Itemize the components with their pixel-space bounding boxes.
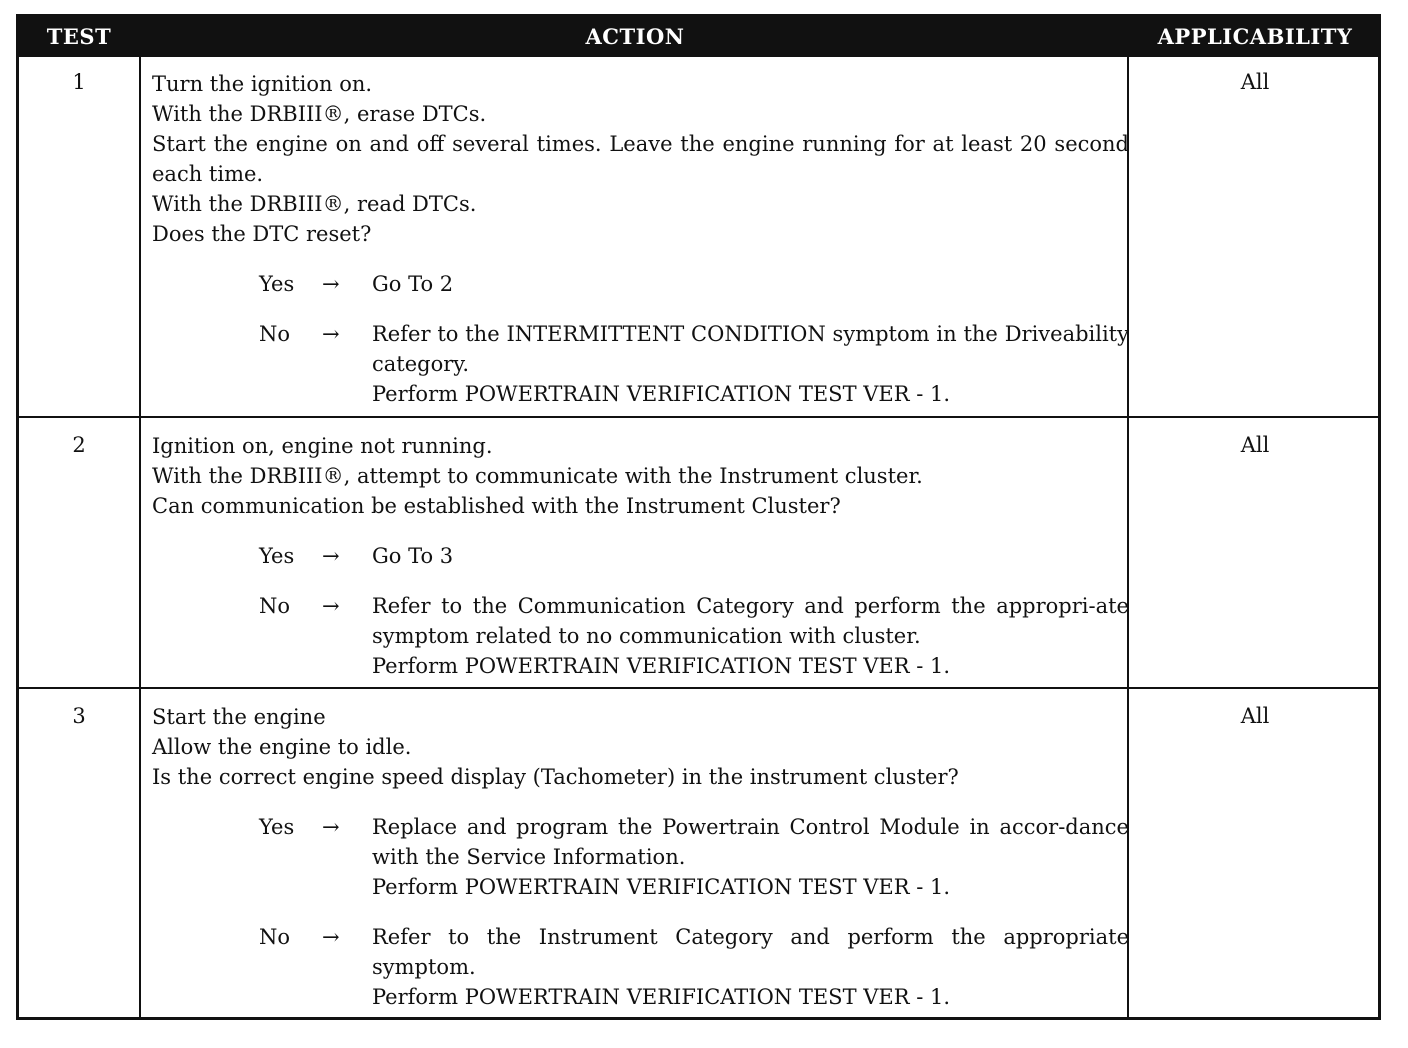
no-label: No	[259, 594, 291, 618]
row-divider	[19, 687, 1378, 689]
yes-label: Yes	[259, 815, 295, 839]
no-perform: Perform POWERTRAIN VERIFICATION TEST VER - 1.	[372, 382, 951, 406]
no-perform: Perform POWERTRAIN VERIFICATION TEST VER - 1.	[372, 985, 951, 1009]
yes-answer	[152, 269, 1129, 299]
no-answer	[152, 319, 1129, 409]
step-text: Is the correct engine speed display (Tachometer) in the instrument cluster?	[152, 765, 959, 789]
applicability-value: All	[1240, 704, 1270, 728]
step-text: With the DRBIII®, erase DTCs.	[152, 102, 487, 126]
arrow-icon: →	[322, 925, 340, 949]
yes-answer	[152, 812, 1129, 902]
yes-perform: Perform POWERTRAIN VERIFICATION TEST VER - 1.	[372, 875, 951, 899]
yes-text: Replace and program the Powertrain Control Module in accor-dance with the Service Information.	[372, 815, 1129, 869]
arrow-icon: →	[322, 544, 340, 568]
header-applicability: APPLICABILITY	[1157, 24, 1353, 49]
step-text: Does the DTC reset?	[152, 222, 372, 246]
step-text: Start the engine on and off several times. Leave the engine running for at least 20 second each time.	[152, 132, 1129, 186]
header-action: ACTION	[585, 24, 685, 49]
no-text: Refer to the Communication Category and perform the appropri-ate symptom related to no communication with cluster.	[372, 594, 1129, 648]
arrow-icon: →	[322, 322, 340, 346]
arrow-icon: →	[322, 594, 340, 618]
yes-answer	[152, 541, 1129, 571]
step-text: Can communication be established with the Instrument Cluster?	[152, 494, 841, 518]
action-cell	[152, 431, 1129, 681]
applicability-value: All	[1240, 70, 1270, 94]
no-perform: Perform POWERTRAIN VERIFICATION TEST VER - 1.	[372, 654, 951, 678]
applicability-value: All	[1240, 433, 1270, 457]
arrow-icon: →	[322, 815, 340, 839]
yes-label: Yes	[259, 272, 295, 296]
test-number: 2	[72, 433, 86, 457]
yes-text: Go To 2	[372, 272, 454, 296]
column-divider	[139, 57, 141, 1017]
step-text: Start the engine	[152, 705, 326, 729]
no-label: No	[259, 322, 291, 346]
step-text: With the DRBIII®, read DTCs.	[152, 192, 477, 216]
table-header	[19, 17, 1378, 57]
no-text: Refer to the Instrument Category and perform the appropriate symptom.	[372, 925, 1129, 979]
action-cell	[152, 69, 1129, 409]
step-text: Ignition on, engine not running.	[152, 434, 493, 458]
no-label: No	[259, 925, 291, 949]
step-text: Turn the ignition on.	[152, 72, 373, 96]
step-text: Allow the engine to idle.	[152, 735, 412, 759]
no-answer	[152, 591, 1129, 681]
action-cell	[152, 702, 1129, 1012]
header-test: TEST	[46, 24, 112, 49]
step-text: With the DRBIII®, attempt to communicate with the Instrument cluster.	[152, 464, 923, 488]
yes-text: Go To 3	[372, 544, 454, 568]
test-number: 1	[72, 70, 86, 94]
arrow-icon: →	[322, 272, 340, 296]
test-number: 3	[72, 704, 86, 728]
yes-label: Yes	[259, 544, 295, 568]
diagnostic-table	[16, 14, 1381, 1020]
no-answer	[152, 922, 1129, 1012]
row-divider	[19, 416, 1378, 418]
no-text: Refer to the INTERMITTENT CONDITION symptom in the Driveability category.	[372, 322, 1129, 376]
